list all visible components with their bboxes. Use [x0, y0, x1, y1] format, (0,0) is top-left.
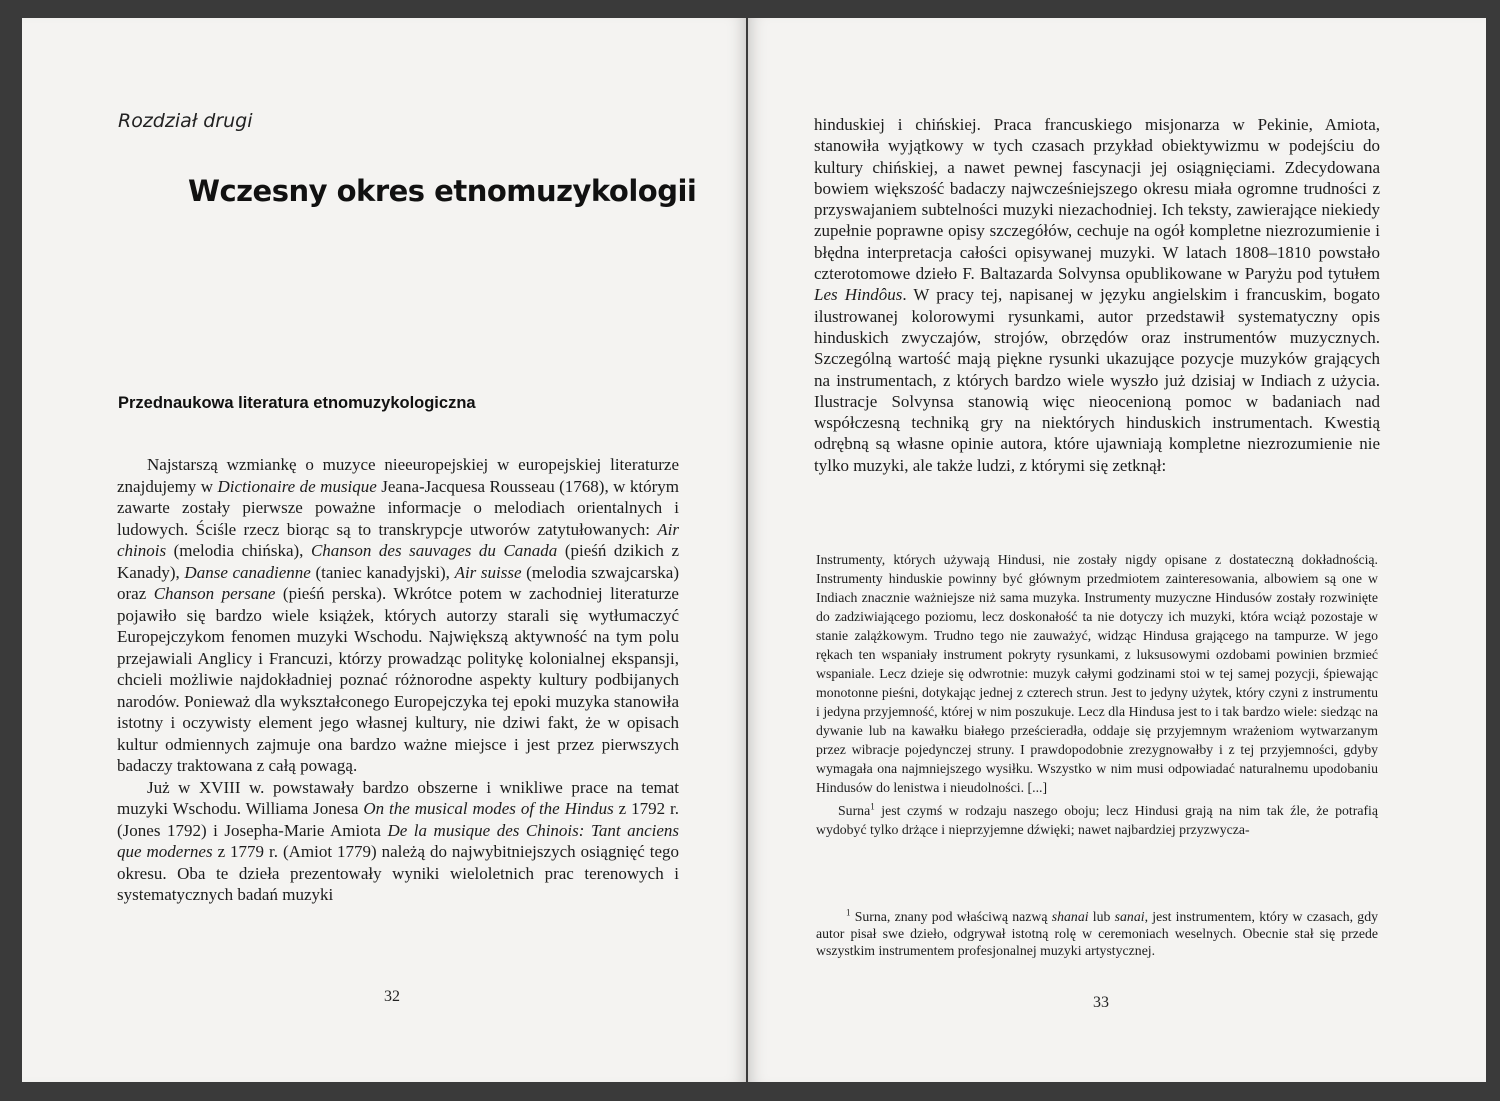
- section-title: Przednaukowa literatura etnomuzykologiczna: [118, 394, 476, 412]
- page-number-right: 33: [1093, 994, 1109, 1011]
- text-run: (melodia szwajcarska) oraz: [117, 562, 680, 603]
- right-body-text: [814, 114, 1380, 476]
- text-run: . W pracy tej, napisanej w języku angielskim i francuskim, bogato ilustrowanej kolorowymi rysunkami, autor przedstawił systematyczny opis hinduskich zwyczajów, strojów, obrzędów oraz instrumentów muzycznych. Szczególną wartość mają piękne rysunki ukazujące pozycje muzyków grających na instrumentach, z których bardzo wiele wyszło już dzisiaj w Indiach z użycia. Ilustracje Solvynsa stanowią więc nieocenioną pomoc w badaniach nad współczesną techniką gry na niektórych hinduskich instrumentach. Kwestią odrębną są własne opinie autora, które ujawniają kompletne niezrozumienie nie tylko muzyki, ale także ludzi, z którymi się zetknął:: [814, 285, 1381, 475]
- quote-paragraph-1: Instrumenty, których używają Hindusi, nie zostały nigdy opisane z dostateczną dokładnością. Instrumenty hinduskie powinny być głównym przedmiotem zainteresowania, albowiem są one w Indiach znacznie ważniejsze niż sama muzyka. Instrumenty muzyczne Hindusów zostały rozwinięte do zadziwiającego poziomu, lecz doskonałość ta nie dotyczy ich muzyki, która wciąż pozostaje w stanie zalążkowym. Trudno tego nie zauważyć, widząc Hindusa grającego na tampurze. W jego rękach ten wspaniały instrument pokryty rysunkami, z luksusowymi ozdobami powinien brzmieć wspaniale. Lecz dzieje się odwrotnie: muzyk całymi godzinami stoi w tej samej pozycji, śpiewając monotonne pieśni, dotykając jednej z czterech strun. Jest to jedyny użytek, który czyni z instrumentu i jedyna przyjemność, której w nim poszukuje. Lecz dla Hindusa jest to i tak bardzo wiele: siedząc na dywanie lub na kawałku białego prześcieradła, oddaje się przyjemnym wrażeniom wytwarzanym przez wibracje pojedynczej struny. I prawdopodobnie zrezygnowałby i z tej przyjemności, gdyby wymagała ona najmniejszego wysiłku. Wszystko w nim musi odpowiadać naturalnemu upodobaniu Hindusów do lenistwa i nieudolności. [...]: [816, 552, 1378, 795]
- italic-title: De la musique des Chinois: Tant anciens que modernes: [117, 820, 679, 861]
- chapter-label: Rozdział drugi: [118, 110, 253, 132]
- text-run: (pieśń dzikich z Kanady),: [117, 541, 679, 582]
- italic-title: Air chinois: [117, 519, 679, 560]
- italic-title: sanai: [1114, 909, 1145, 924]
- italic-title: Dictionaire de musique: [217, 476, 377, 496]
- text-run: lub: [1088, 909, 1115, 924]
- italic-title: Air suisse: [454, 562, 522, 582]
- footnote: [816, 908, 1378, 959]
- quote-paragraph-2-text: jest czymś w rodzaju naszego oboju; lecz Hindusi grają na nim tak źle, że potrafią wydobyć tylko drżące i nieprzyjemne dźwięki; nawet najbardziej przyzwycza-: [816, 803, 1378, 837]
- text-run: Już w XVIII w. powstawały bardzo obszerne i wnikliwe prace na temat muzyki Wschodu. Williama Jonesa: [117, 777, 679, 818]
- quote-surna-word: Surna: [838, 803, 871, 818]
- text-run: z 1792 r. (Jones 1792) i Josepha-Marie Amiota: [117, 799, 679, 840]
- right-paragraph-1: [814, 114, 1380, 476]
- text-run: Jeana-Jacquesa Rousseau (1768), w którym zawarte zostały pierwsze poważne informacje o melodiach orientalnych i ludowych. Ściśle rzecz biorąc są to transkrypcje utworów zatytułowanych:: [117, 476, 679, 539]
- page-number-left: 32: [384, 988, 400, 1005]
- text-run: Najstarszą wzmiankę o muzyce nieeuropejskiej w europejskiej literaturze znajdujemy w: [117, 455, 679, 496]
- text-run: (melodia chińska),: [166, 541, 311, 560]
- footnote-text: [816, 908, 1378, 959]
- quote-paragraph-2: [816, 801, 1378, 839]
- right-page: [748, 18, 1486, 1082]
- text-run: (taniec kanadyjski),: [310, 562, 455, 582]
- footnote-marker: 1: [870, 801, 875, 812]
- italic-title: Les Hindôus: [814, 285, 903, 305]
- left-paragraph-1: [117, 454, 679, 777]
- text-run: z 1779 r. (Amiot 1779) należą do najwybitniejszych osiągnięć tego okresu. Oba te dzieła prezentowały wyniki wieloletnich prac terenowych i systematycznych badań muzyki: [117, 842, 679, 904]
- italic-title: Chanson des sauvages du Canada: [310, 541, 558, 560]
- italic-title: On the musical modes of the Hindus: [363, 799, 614, 818]
- left-page: [22, 18, 746, 1082]
- block-quote: [816, 550, 1378, 839]
- text-run: Surna, znany pod właściwą nazwą: [850, 909, 1052, 924]
- chapter-title: Wczesny okres etnomuzykologii: [188, 174, 697, 208]
- left-paragraph-2: [117, 777, 679, 906]
- text-run: (pieśń perska). Wkrótce potem w zachodniej literaturze pojawiło się bardzo wiele książek, których autorzy starali się wytłumaczyć Europejczykom fenomen muzyki Wschodu. Największą aktywność na tym polu przejawiali Anglicy i Francuzi, którzy prowadząc politykę kolonialnej ekspansji, chcieli możliwie najdokładniej poznać różnorodne aspekty kultury podbijanych narodów. Ponieważ dla wykształconego Europejczyka tej epoki muzyka stanowiła istotny i oczywisty element jego własnej kultury, nie dziwi fakt, że w opisach kultur odmiennych zajmuje ona bardzo ważne miejsce i jest przez pierwszych badaczy traktowana z całą powagą.: [117, 584, 679, 775]
- left-body-text: [117, 454, 679, 906]
- italic-title: Danse canadienne: [184, 562, 311, 582]
- italic-title: shanai: [1051, 909, 1089, 924]
- text-run: hinduskiej i chińskiej. Praca francuskiego misjonarza w Pekinie, Amiota, stanowiła wyjątkowy w tych czasach przykład obiektywizmu w podejściu do kultury chińskiej, a nawet pewnej fascynacji jej osiągnięciami. Zdecydowana bowiem większość badaczy najwcześniejszego okresu miała ogromne trudności z przyswajaniem subtelności muzyki niezachodniej. Ich teksty, zawierające niekiedy zupełnie poprawne opisy szczegółów, cechuje na ogół kompletne niezrozumienie i błędna interpretacja całości opisywanej muzyki. W latach 1808–1810 powstało czterotomowe dzieło F. Baltazarda Solvynsa opublikowane w Paryżu pod tytułem: [814, 115, 1380, 284]
- italic-title: Chanson persane: [153, 584, 276, 603]
- footnote-number: 1: [846, 907, 851, 918]
- text-run: , jest instrumentem, który w czasach, gdy autor pisał swe dzieło, odgrywał istotną rolę w ceremoniach weselnych. Obecnie stał się przede wszystkim instrumentem profesjonalnej muzyki artystycznej.: [816, 909, 1379, 958]
